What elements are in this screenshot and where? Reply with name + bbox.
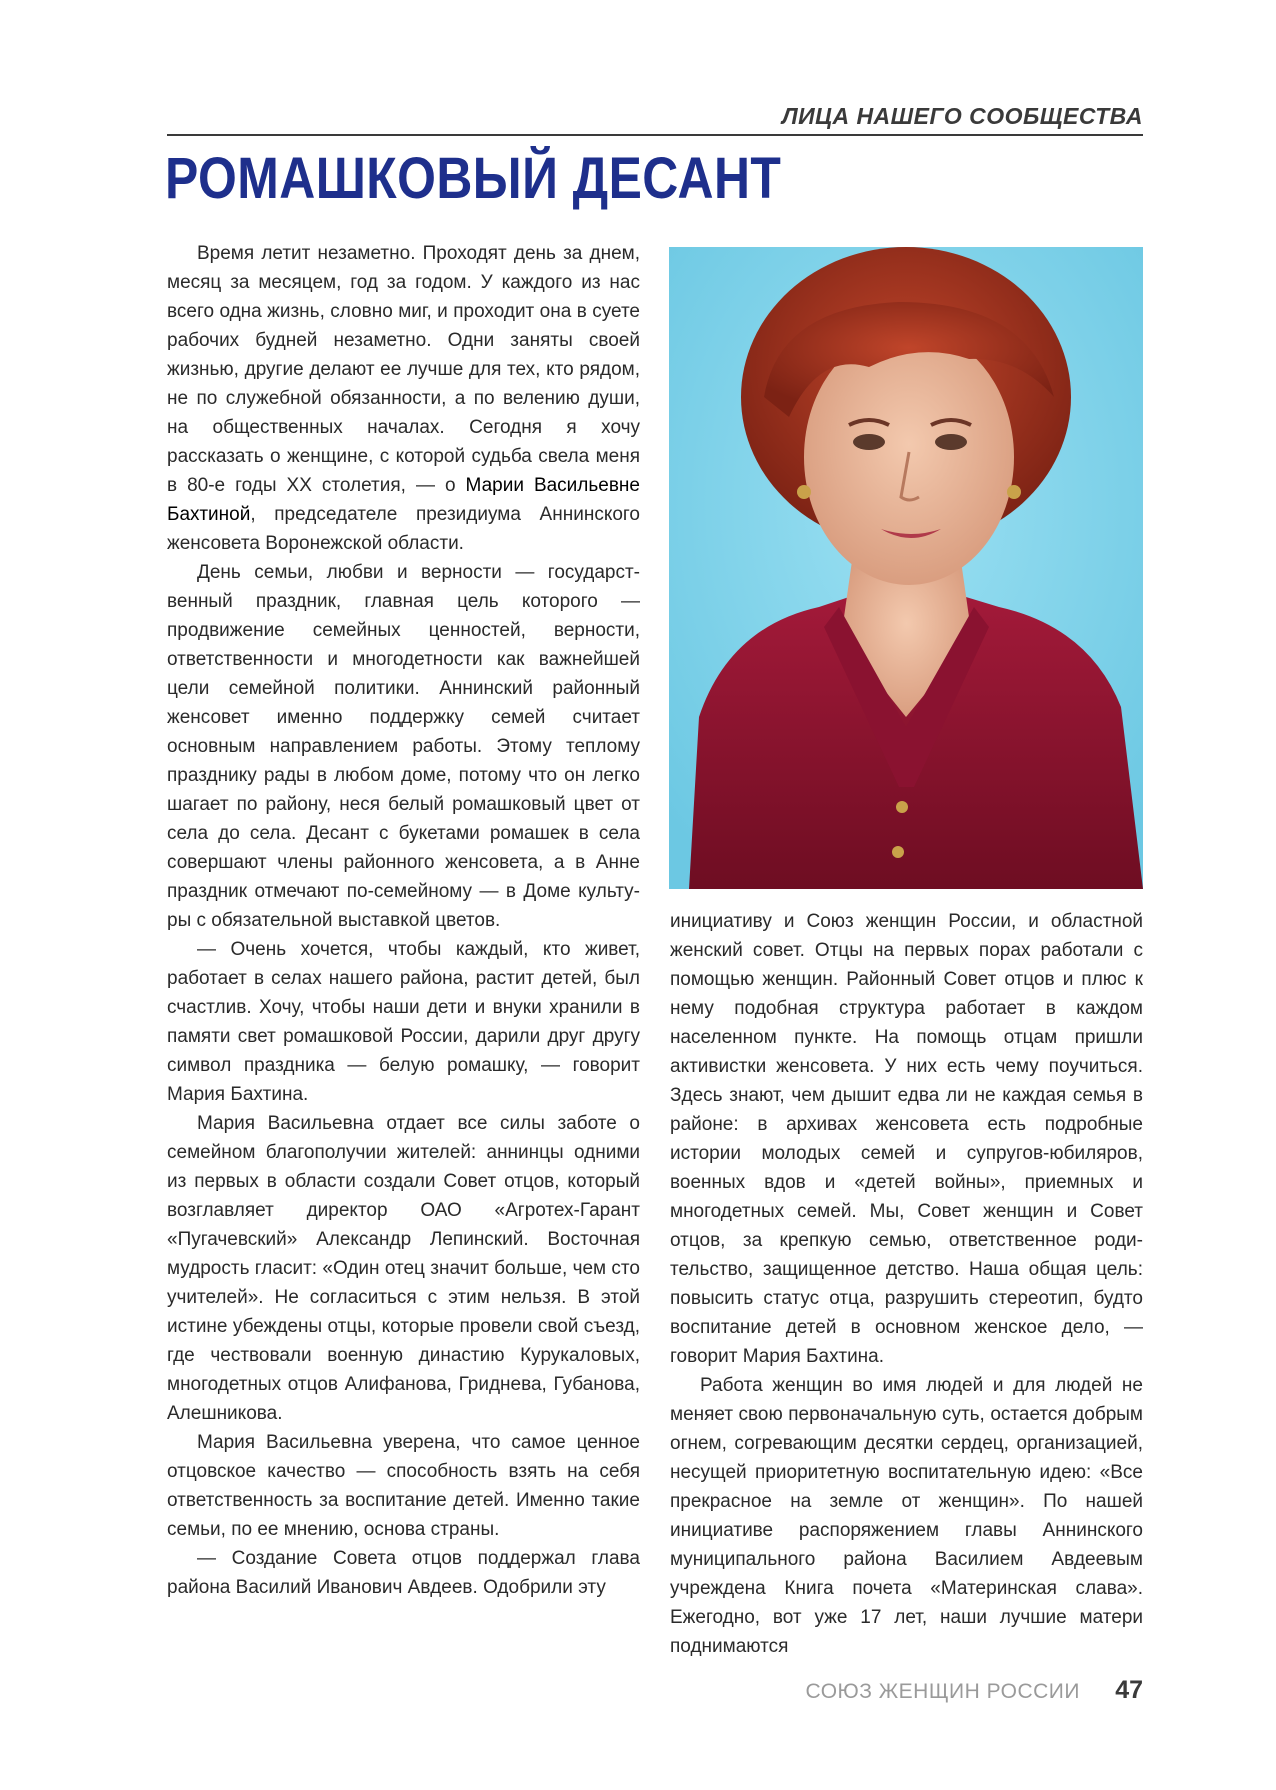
portrait-illustration xyxy=(669,247,1143,889)
person-name: Марии Васильевне Бахтиной xyxy=(167,475,640,525)
page-number: 47 xyxy=(1115,1676,1143,1704)
paragraph-text: Время летит незаметно. Проходят день за днем, месяц за месяцем, год за годом. У каждого из нас всего одна жизнь, словно миг, и проходит она в суете рабочих будней незаметно. Одни заняты своей жизнью, другие делают ее лучше для тех, кто рядом, не по служебной обязанности, а по велению души, на общественных началах. Сегодня я хочу рассказать о женщине, с которой судьба свела меня в 80-е годы XX столетия, — о xyxy=(167,243,640,496)
publication-name: СОЮЗ ЖЕНЩИН РОССИИ xyxy=(805,1680,1080,1703)
paragraph: инициативу и Союз женщин России, и областной женский совет. Отцы на первых порах работали с помощью женщин. Районный Совет отцов и плюс к нему подобная структура работает в каждом населенном пункте. На помощь отцам пришли активистки женсовета. У них есть чему поучиться. Здесь знают, чем дышит едва ли не каждая семья в районе: в архивах женсовета есть подробные истории молодых семей и супругов-юбиляров, военных вдов и «детей войны», приемных и многодетных семей. Мы, Совет женщин и Совет отцов, за крепкую семью, ответственное родительство, защищенное детство. Наша общая цель: повысить статус отца, разрушить стереотип, будто воспитание детей в основном женское дело, — говорит Мария Бахтина. xyxy=(670,911,1143,1367)
left-column xyxy=(167,239,640,1602)
paragraph: День семьи, любви и верности — государственный праздник, главная цель которого — продвижение семейных ценностей, верности, ответственности и многодетности как важнейшей цели семейной политики. Аннинский районный женсовет именно поддержку семей считает основным направлением работы. Этому теплому празднику рады в любом доме, потому что он легко шагает по району, неся белый ромашковый цвет от села до села. Десант с букетами ромашек в села совершают члены районного женсовета, а в Анне праздник отмечают по-семейному — в Доме культу-ры с обязательной выставкой цветов. xyxy=(167,562,640,931)
article-title: РОМАШКОВЫЙ ДЕСАНТ xyxy=(165,146,782,211)
paragraph: Работа женщин во имя людей и для людей не меняет свою первоначальную суть, остается добрым огнем, согревающим десятки сердец, организацией, несущей приоритетную воспитательную идею: «Все прекрасное на земле от женщин». По нашей инициативе распоряжением главы Аннинского муниципального района Василием Авдеевым учреждена Книга почета «Материнская слава». Ежегодно, вот уже 17 лет, наши лучшие матери поднимаются xyxy=(670,1375,1143,1657)
paragraph: Мария Васильевна уверена, что самое ценное отцовское качество — способность взять на себя ответственность за воспитание детей. Именно такие семьи, по ее мнению, основа страны. xyxy=(167,1432,640,1540)
paragraph: Мария Васильевна отдает все силы заботе о семейном благополучии жителей: аннинцы одними из первых в области создали Совет отцов, который возглавляет директор ОАО «Агротех-Гарант «Пугачевский» Александр Лепинский. Восточная мудрость гласит: «Один отец значит больше, чем сто учителей». Не согласиться с этим нельзя. В этой истине убеждены отцы, которые провели свой съезд, где чествовали военную династию Курукаловых, многодетных отцов Алифанова, Гриднева, Губанова, Алешникова. xyxy=(167,1113,640,1424)
paragraph xyxy=(167,239,640,558)
paragraph-text: , председателе президиума Аннинского женсовета Воронежской области. xyxy=(167,504,640,554)
section-label: ЛИЦА НАШЕГО СООБЩЕСТВА xyxy=(781,103,1143,129)
portrait-photo xyxy=(669,247,1143,889)
header-divider xyxy=(167,134,1143,136)
paragraph: — Создание Совета отцов поддержал глава района Василий Иванович Авдеев. Одобрили эту xyxy=(167,1548,640,1598)
right-column xyxy=(670,907,1143,1661)
paragraph: — Очень хочется, чтобы каждый, кто живет, работает в селах нашего района, растит детей, был счастлив. Хочу, чтобы наши дети и внуки хранили в памяти свет ромашковой России, дарили друг другу символ праздника — белую ромашку, — говорит Мария Бахтина. xyxy=(167,939,640,1105)
